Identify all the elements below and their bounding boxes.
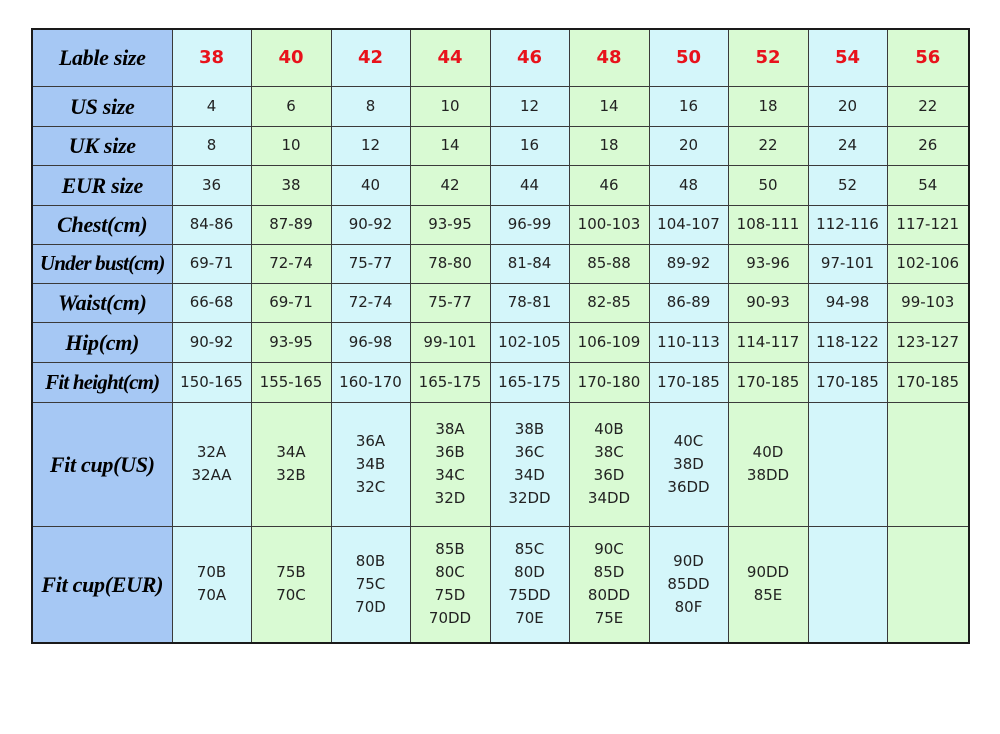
- cup-size-text: 75B: [276, 563, 306, 582]
- cup-size-text: 80D: [514, 563, 545, 582]
- cup-size-text: 70D: [355, 597, 386, 616]
- table-cell: 40: [251, 29, 331, 86]
- table-cell: [569, 402, 649, 526]
- cup-size-text: 34DD: [587, 489, 631, 507]
- cup-size-text: 32C: [355, 477, 386, 496]
- table-cell: 50: [728, 165, 808, 205]
- table-cell: 170-185: [808, 362, 887, 402]
- table-cell: 42: [331, 29, 410, 86]
- table-row: [32, 165, 969, 205]
- table-cell: [887, 402, 969, 526]
- table-cell: 118-122: [808, 322, 887, 362]
- table-cell: 44: [410, 29, 490, 86]
- table-cell: 170-185: [649, 362, 728, 402]
- cup-size-text: 80C: [435, 563, 465, 582]
- cup-size-text: 85B: [435, 540, 465, 559]
- table-cell: 100-103: [569, 205, 649, 244]
- cup-size-text: 40D: [752, 443, 784, 461]
- table-cell: 155-165: [251, 362, 331, 402]
- table-cell: 93-96: [728, 244, 808, 283]
- table-cell: 94-98: [808, 283, 887, 322]
- table-cell: 123-127: [887, 322, 969, 362]
- table-cell: 112-116: [808, 205, 887, 244]
- cup-size-text: 85E: [753, 586, 783, 605]
- row-header-lable-size: Lable size: [32, 29, 172, 86]
- row-header-waist-cm: Waist(cm): [32, 283, 172, 322]
- table-cell: 66-68: [172, 283, 251, 322]
- cup-size-text: 85D: [593, 563, 625, 582]
- row-header-fit-cup-us: Fit cup(US): [32, 402, 172, 526]
- table-cell: [490, 402, 569, 526]
- cup-size-text: 32A: [196, 443, 227, 461]
- table-row: [32, 322, 969, 362]
- table-cell: 20: [808, 86, 887, 126]
- table-cell: 90-92: [331, 205, 410, 244]
- cup-size-text: 34D: [514, 466, 545, 484]
- cup-size-text: 36B: [435, 443, 465, 461]
- table-cell: 12: [331, 126, 410, 165]
- cup-size-text: 32D: [434, 489, 466, 507]
- table-cell: 40: [331, 165, 410, 205]
- table-cell: 48: [649, 165, 728, 205]
- cup-size-text: 90D: [673, 551, 704, 570]
- table-cell: 8: [331, 86, 410, 126]
- table-cell: 16: [649, 86, 728, 126]
- table-cell: 75-77: [410, 283, 490, 322]
- cup-size-text: 38A: [435, 420, 465, 438]
- table-cell: 82-85: [569, 283, 649, 322]
- table-cell: 8: [172, 126, 251, 165]
- cup-size-text: 80B: [355, 551, 386, 570]
- cup-size-text: 38C: [594, 443, 624, 461]
- table-row: [32, 362, 969, 402]
- table-cell: 69-71: [251, 283, 331, 322]
- table-cell: 22: [728, 126, 808, 165]
- table-cell: 75-77: [331, 244, 410, 283]
- table-cell: 14: [410, 126, 490, 165]
- cup-size-text: 40C: [673, 431, 704, 450]
- cup-size-text: 80DD: [587, 586, 631, 605]
- cup-size-text: 70C: [276, 586, 306, 605]
- table-cell: 89-92: [649, 244, 728, 283]
- table-cell: [251, 526, 331, 643]
- table-cell: [331, 526, 410, 643]
- cup-size-text: 34B: [355, 454, 386, 473]
- table-cell: [410, 402, 490, 526]
- row-header-chest-cm: Chest(cm): [32, 205, 172, 244]
- table-row: [32, 126, 969, 165]
- table-row: [32, 283, 969, 322]
- table-cell: 87-89: [251, 205, 331, 244]
- cup-size-text: 36D: [593, 466, 625, 484]
- table-cell: 170-180: [569, 362, 649, 402]
- table-cell: 72-74: [331, 283, 410, 322]
- table-cell: 78-81: [490, 283, 569, 322]
- table-cell: 20: [649, 126, 728, 165]
- table-cell: 99-101: [410, 322, 490, 362]
- row-header-hip-cm: Hip(cm): [32, 322, 172, 362]
- table-cell: 110-113: [649, 322, 728, 362]
- table-cell: 10: [251, 126, 331, 165]
- table-cell: 42: [410, 165, 490, 205]
- table-cell: 56: [887, 29, 969, 86]
- cup-size-text: 38D: [673, 454, 704, 473]
- table-cell: [172, 526, 251, 643]
- table-cell: 86-89: [649, 283, 728, 322]
- table-cell: 54: [887, 165, 969, 205]
- table-cell: 90-92: [172, 322, 251, 362]
- table-cell: 69-71: [172, 244, 251, 283]
- table-cell: 84-86: [172, 205, 251, 244]
- table-row: [32, 244, 969, 283]
- cup-size-text: 75D: [434, 586, 466, 605]
- table-cell: 93-95: [251, 322, 331, 362]
- table-cell: 93-95: [410, 205, 490, 244]
- cup-size-text: 85DD: [667, 574, 710, 593]
- table-cell: 96-98: [331, 322, 410, 362]
- table-cell: 50: [649, 29, 728, 86]
- table-cell: 102-105: [490, 322, 569, 362]
- table-cell: 38: [251, 165, 331, 205]
- table-cell: 16: [490, 126, 569, 165]
- cup-size-text: 75E: [594, 609, 624, 628]
- table-cell: 170-185: [887, 362, 969, 402]
- table-cell: [251, 402, 331, 526]
- table-row: [32, 86, 969, 126]
- table-cell: 36: [172, 165, 251, 205]
- table-cell: 90-93: [728, 283, 808, 322]
- table-row: [32, 526, 969, 643]
- table-cell: [649, 526, 728, 643]
- table-cell: 96-99: [490, 205, 569, 244]
- table-cell: [649, 402, 728, 526]
- table-cell: 12: [490, 86, 569, 126]
- cup-size-text: 75DD: [508, 586, 551, 605]
- table-cell: [569, 526, 649, 643]
- cup-size-text: 38DD: [746, 466, 790, 484]
- table-cell: 54: [808, 29, 887, 86]
- table-cell: 24: [808, 126, 887, 165]
- cup-size-text: 80F: [674, 597, 703, 616]
- table-cell: 44: [490, 165, 569, 205]
- row-header-fit-height-cm: Fit height(cm): [32, 362, 172, 402]
- table-cell: 97-101: [808, 244, 887, 283]
- table-cell: 6: [251, 86, 331, 126]
- table-cell: 106-109: [569, 322, 649, 362]
- table-cell: [728, 526, 808, 643]
- row-header-fit-cup-eur: Fit cup(EUR): [32, 526, 172, 643]
- table-cell: 46: [490, 29, 569, 86]
- table-cell: 52: [728, 29, 808, 86]
- cup-size-text: 34A: [276, 443, 306, 461]
- cup-size-text: 36A: [355, 431, 386, 450]
- table-cell: [808, 526, 887, 643]
- row-header-eur-size: EUR size: [32, 165, 172, 205]
- cup-size-text: 38B: [514, 420, 545, 438]
- table-cell: 99-103: [887, 283, 969, 322]
- table-cell: 26: [887, 126, 969, 165]
- table-cell: 85-88: [569, 244, 649, 283]
- size-chart-container: [31, 28, 968, 644]
- cup-size-text: 36DD: [667, 477, 710, 496]
- table-cell: [728, 402, 808, 526]
- table-cell: 4: [172, 86, 251, 126]
- row-header-uk-size: UK size: [32, 126, 172, 165]
- cup-size-text: 85C: [514, 540, 545, 559]
- table-cell: 81-84: [490, 244, 569, 283]
- table-cell: 104-107: [649, 205, 728, 244]
- table-cell: 114-117: [728, 322, 808, 362]
- table-cell: [172, 402, 251, 526]
- table-row: [32, 402, 969, 526]
- table-cell: 72-74: [251, 244, 331, 283]
- table-cell: 165-175: [490, 362, 569, 402]
- table-cell: 78-80: [410, 244, 490, 283]
- size-chart-table: [31, 28, 970, 644]
- table-cell: 46: [569, 165, 649, 205]
- table-cell: 170-185: [728, 362, 808, 402]
- row-header-us-size: US size: [32, 86, 172, 126]
- table-cell: [887, 526, 969, 643]
- table-cell: [490, 526, 569, 643]
- table-cell: 48: [569, 29, 649, 86]
- table-row: [32, 29, 969, 86]
- cup-size-text: 70E: [515, 609, 544, 628]
- table-cell: 10: [410, 86, 490, 126]
- table-cell: [331, 402, 410, 526]
- table-cell: 160-170: [331, 362, 410, 402]
- cup-size-text: 90C: [594, 540, 624, 559]
- table-cell: 150-165: [172, 362, 251, 402]
- table-cell: 117-121: [887, 205, 969, 244]
- table-cell: 108-111: [728, 205, 808, 244]
- table-cell: 22: [887, 86, 969, 126]
- table-cell: 14: [569, 86, 649, 126]
- table-cell: 38: [172, 29, 251, 86]
- row-header-under-bust-cm: Under bust(cm): [32, 244, 172, 283]
- table-cell: 52: [808, 165, 887, 205]
- cup-size-text: 75C: [355, 574, 386, 593]
- cup-size-text: 70DD: [428, 609, 472, 628]
- cup-size-text: 70B: [196, 563, 227, 582]
- cup-size-text: 40B: [594, 420, 624, 438]
- table-row: [32, 205, 969, 244]
- cup-size-text: 70A: [196, 586, 227, 605]
- table-cell: [410, 526, 490, 643]
- table-cell: 165-175: [410, 362, 490, 402]
- table-cell: [808, 402, 887, 526]
- cup-size-text: 90DD: [746, 563, 790, 582]
- cup-size-text: 32B: [276, 466, 306, 484]
- cup-size-text: 34C: [435, 466, 465, 484]
- table-cell: 18: [569, 126, 649, 165]
- cup-size-text: 32DD: [508, 489, 551, 507]
- cup-size-text: 36C: [514, 443, 545, 461]
- table-cell: 102-106: [887, 244, 969, 283]
- table-cell: 18: [728, 86, 808, 126]
- cup-size-text: 32AA: [191, 466, 232, 484]
